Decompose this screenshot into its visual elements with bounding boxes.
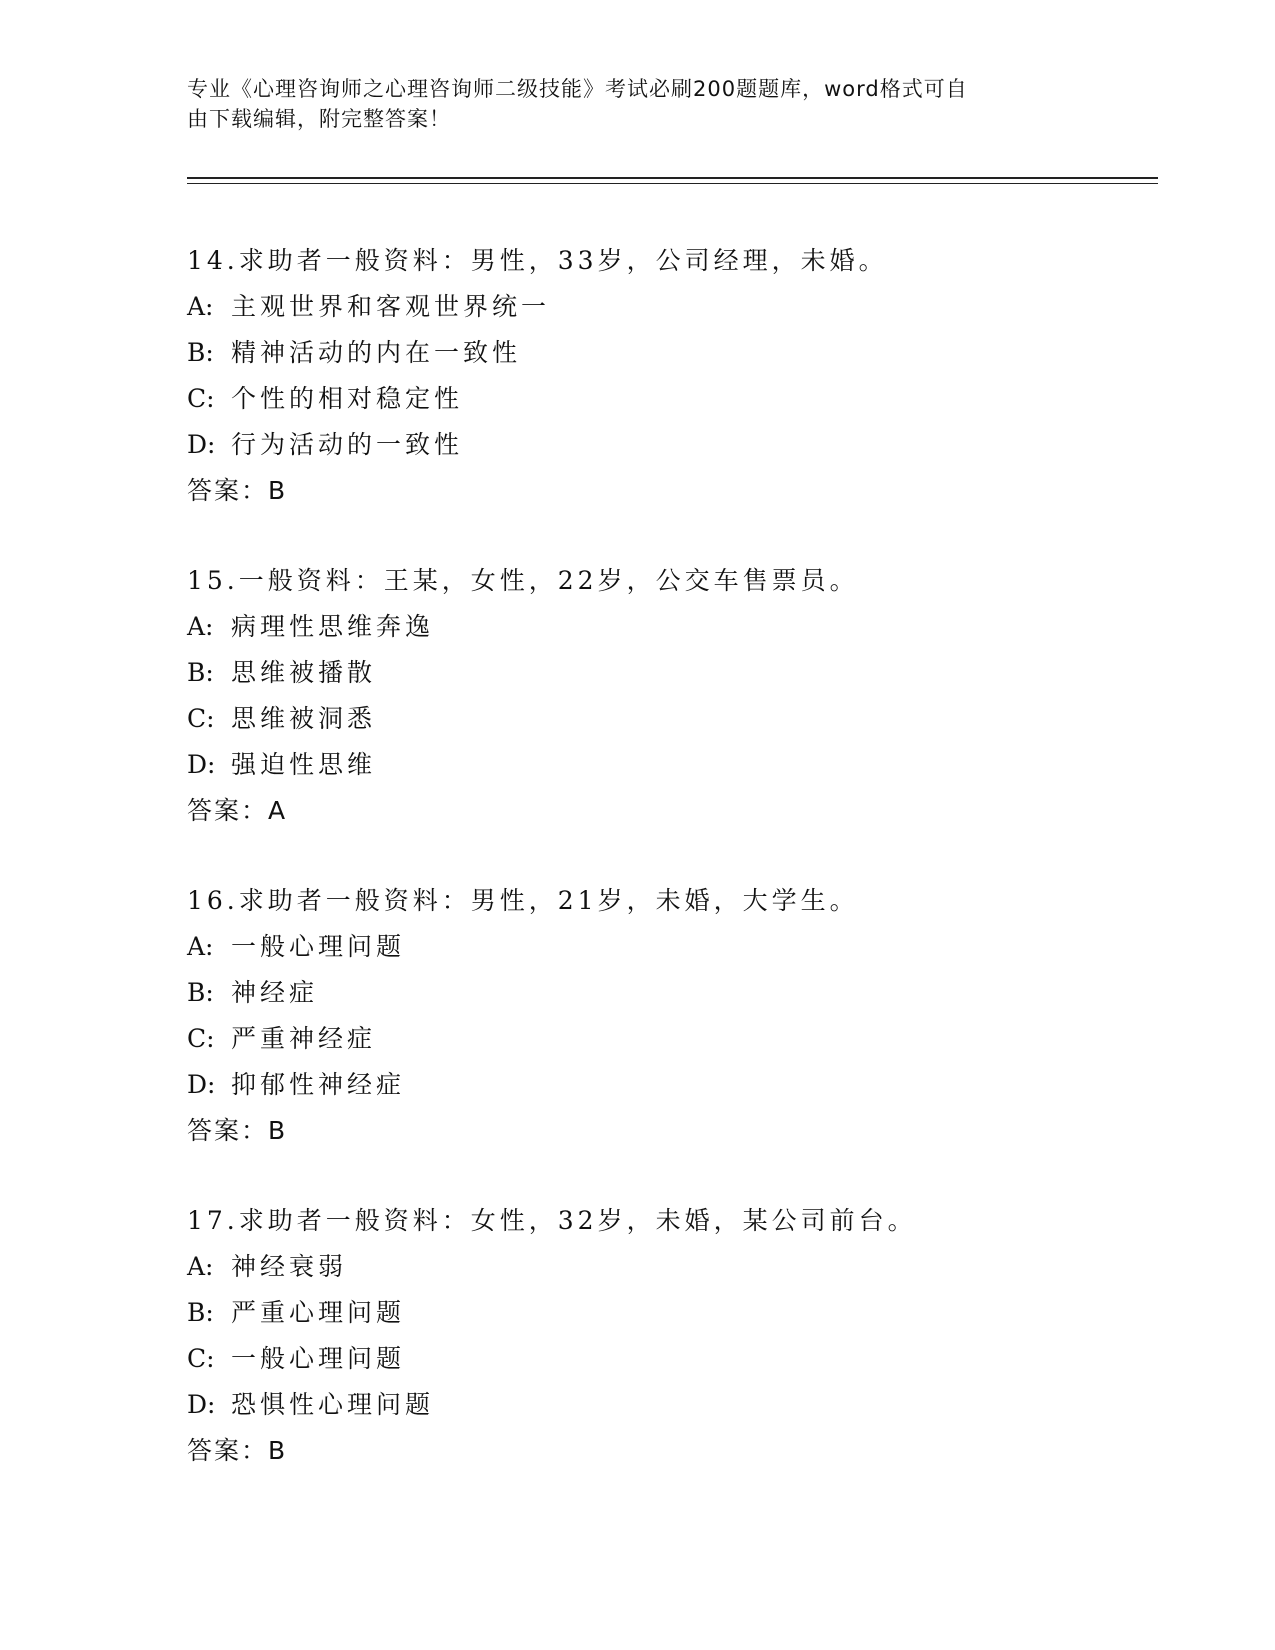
option-letter: B: — [187, 338, 214, 367]
option-letter: A: — [187, 932, 214, 961]
option-text: 病理性思维奔逸 — [231, 612, 435, 641]
option-letter: B: — [187, 1298, 214, 1327]
question-stem: 14.求助者一般资料：男性，33岁，公司经理，未婚。 — [187, 246, 888, 275]
option-d — [187, 742, 1087, 788]
option-a — [187, 924, 1087, 970]
option-letter: D: — [187, 430, 216, 459]
option-text: 严重神经症 — [231, 1024, 377, 1053]
option-letter: A: — [187, 1252, 214, 1281]
option-letter: B: — [187, 658, 214, 687]
question-stem: 15.一般资料：王某，女性，22岁，公交车售票员。 — [187, 566, 859, 595]
option-text: 强迫性思维 — [231, 750, 377, 779]
option-text: 严重心理问题 — [231, 1298, 406, 1327]
question-stem: 17.求助者一般资料：女性，32岁，未婚，某公司前台。 — [187, 1206, 917, 1235]
option-text: 精神活动的内在一致性 — [231, 338, 522, 367]
answer-line: 答案：B — [187, 1436, 288, 1465]
question-stem: 16.求助者一般资料：男性，21岁，未婚，大学生。 — [187, 886, 859, 915]
answer-line: 答案：A — [187, 796, 288, 825]
question-15 — [187, 558, 1087, 834]
option-text: 神经症 — [231, 978, 319, 1007]
answer-line: 答案：B — [187, 1116, 288, 1145]
option-a — [187, 1244, 1087, 1290]
option-text: 一般心理问题 — [231, 1344, 406, 1373]
question-16 — [187, 878, 1087, 1154]
option-d — [187, 422, 1087, 468]
option-text: 个性的相对稳定性 — [231, 384, 464, 413]
option-text: 行为活动的一致性 — [231, 430, 464, 459]
answer-line: 答案：B — [187, 476, 288, 505]
option-letter: C: — [187, 384, 215, 413]
option-text: 神经衰弱 — [231, 1252, 348, 1281]
option-letter: A: — [187, 292, 214, 321]
option-d — [187, 1382, 1087, 1428]
option-b — [187, 970, 1087, 1016]
option-d — [187, 1062, 1087, 1108]
option-letter: C: — [187, 1024, 215, 1053]
option-letter: D: — [187, 1390, 216, 1419]
question-17 — [187, 1198, 1087, 1474]
option-a — [187, 604, 1087, 650]
header-divider-thick — [187, 177, 1158, 179]
option-text: 抑郁性神经症 — [231, 1070, 406, 1099]
option-b — [187, 1290, 1087, 1336]
option-text: 思维被播散 — [231, 658, 377, 687]
header-line-2: 由下载编辑，附完整答案！ — [187, 107, 451, 131]
question-14 — [187, 238, 1087, 514]
option-text: 主观世界和客观世界统一 — [231, 292, 551, 321]
option-text: 一般心理问题 — [231, 932, 406, 961]
option-text: 恐惧性心理问题 — [231, 1390, 435, 1419]
option-letter: C: — [187, 1344, 215, 1373]
option-b — [187, 330, 1087, 376]
header-line-1: 专业《心理咨询师之心理咨询师二级技能》考试必刷200题题库，word格式可自 — [187, 77, 968, 101]
option-c — [187, 696, 1087, 742]
option-c — [187, 1336, 1087, 1382]
option-c — [187, 1016, 1087, 1062]
option-letter: A: — [187, 612, 214, 641]
header-divider-thin — [187, 183, 1158, 184]
option-letter: D: — [187, 750, 216, 779]
option-text: 思维被洞悉 — [231, 704, 377, 733]
option-a — [187, 284, 1087, 330]
option-letter: B: — [187, 978, 214, 1007]
option-b — [187, 650, 1087, 696]
option-letter: D: — [187, 1070, 216, 1099]
option-letter: C: — [187, 704, 215, 733]
option-c — [187, 376, 1087, 422]
document-header — [187, 74, 1067, 134]
